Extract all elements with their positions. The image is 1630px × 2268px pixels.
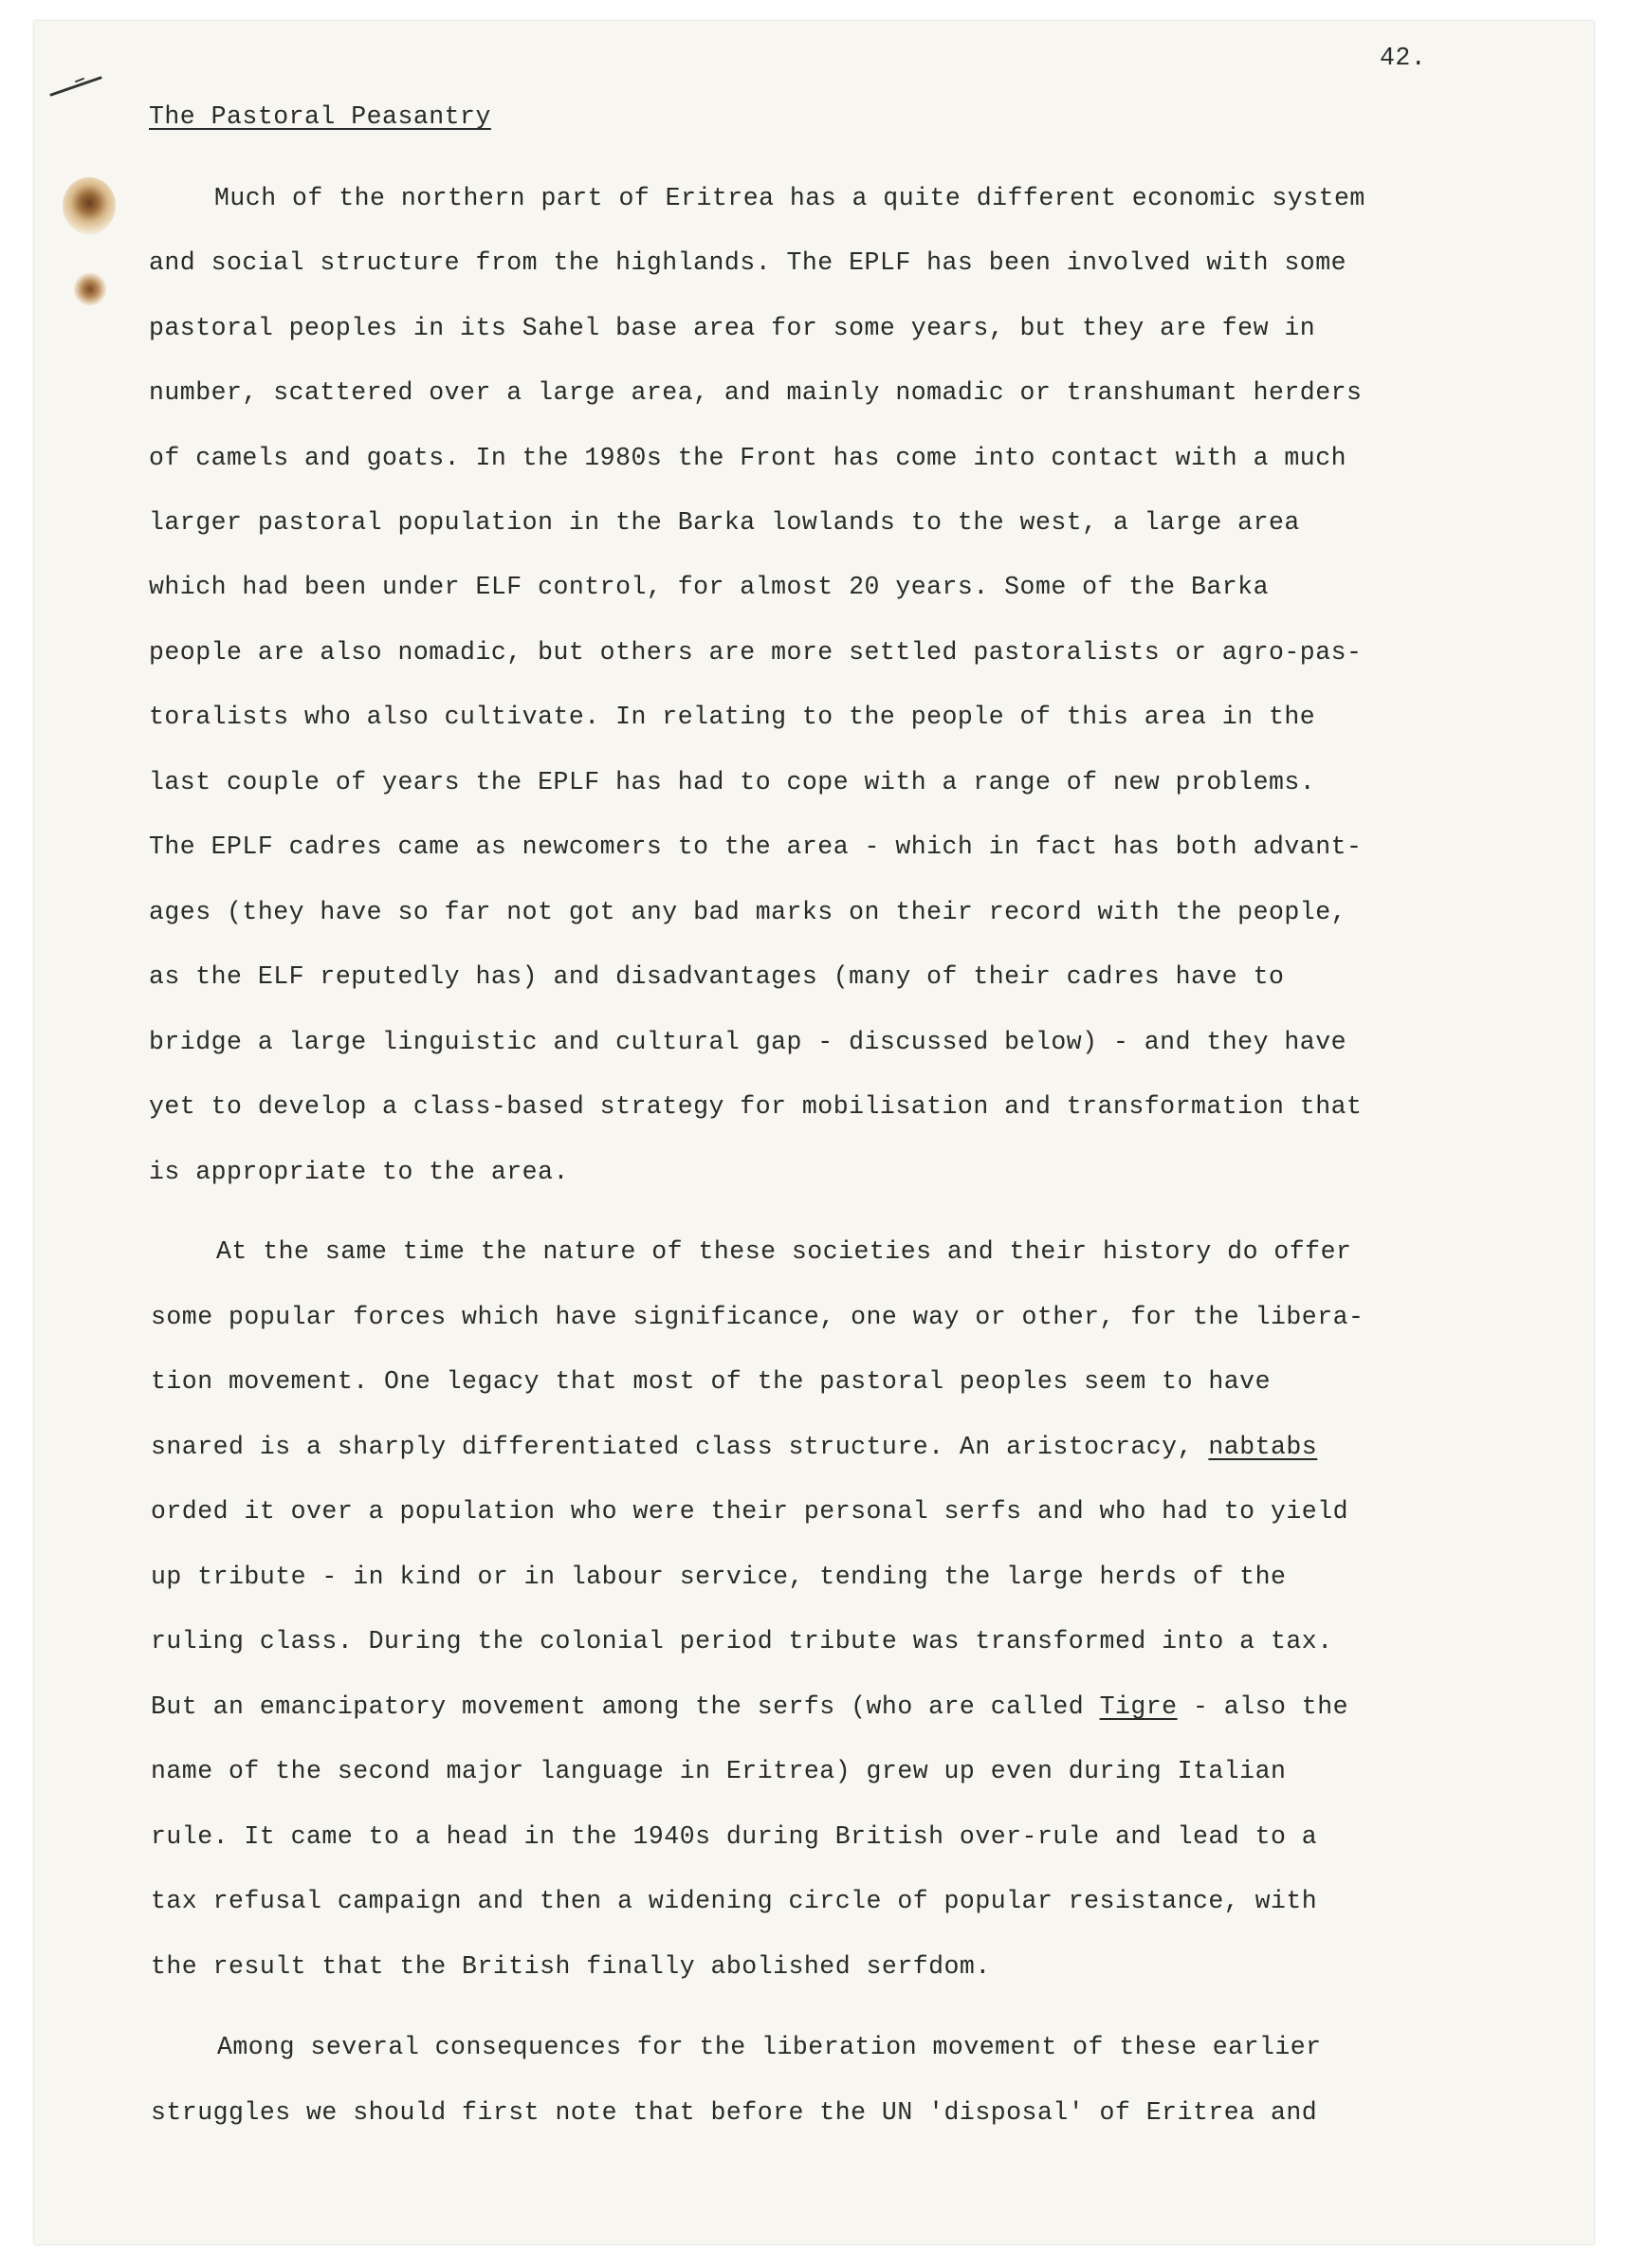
text-line: yet to develop a class-based strategy for mobilisation and transformation that [149, 1092, 1363, 1121]
text-line: last couple of years the EPLF has had to cope with a range of new problems. [149, 768, 1316, 796]
section-title: The Pastoral Peasantry [149, 102, 491, 131]
text-segment: snared is a sharply differentiated class structure. An aristocracy, [151, 1433, 1209, 1461]
text-line: as the ELF reputedly has) and disadvantages (many of their cadres have to [149, 962, 1285, 991]
text-line: ruling class. During the colonial period tribute was transformed into a tax. [151, 1627, 1333, 1655]
text-line: orded it over a population who were their personal serfs and who had to yield [151, 1497, 1348, 1526]
text-segment: But an emancipatory movement among the serfs (who are called [151, 1692, 1100, 1721]
text-line: is appropriate to the area. [149, 1158, 569, 1186]
text-segment: - also the [1177, 1692, 1349, 1721]
text-line: larger pastoral population in the Barka lowlands to the west, a large area [149, 508, 1300, 537]
text-line: Among several consequences for the liberation movement of these earlier [217, 2033, 1322, 2061]
text-line: which had been under ELF control, for almost 20 years. Some of the Barka [149, 573, 1269, 601]
text-line: tax refusal campaign and then a widening circle of popular resistance, with [151, 1887, 1318, 1915]
text-line: Much of the northern part of Eritrea has a quite different economic system [214, 184, 1365, 212]
text-line: At the same time the nature of these societies and their history do offer [216, 1237, 1352, 1266]
page-number: 42. [1380, 44, 1427, 72]
text-line: people are also nomadic, but others are more settled pastoralists or agro-pas- [149, 638, 1363, 667]
text-line: tion movement. One legacy that most of the pastoral peoples seem to have [151, 1367, 1271, 1396]
underlined-term: nabtabs [1208, 1433, 1318, 1461]
text-line: rule. It came to a head in the 1940s during British over-rule and lead to a [151, 1822, 1318, 1851]
text-line: some popular forces which have significance, one way or other, for the libera- [151, 1303, 1364, 1331]
text-line: of camels and goats. In the 1980s the Front has come into contact with a much [149, 444, 1346, 472]
stain-mark [74, 273, 106, 305]
text-line: ages (they have so far not got any bad marks on their record with the people, [149, 898, 1346, 926]
text-line: number, scattered over a large area, and mainly nomadic or transhumant herders [149, 378, 1363, 407]
stain-mark [63, 177, 116, 234]
text-line: pastoral peoples in its Sahel base area for some years, but they are few in [149, 314, 1316, 342]
underlined-term: Tigre [1099, 1692, 1178, 1721]
text-line [151, 1692, 1348, 1721]
text-line [151, 1433, 1317, 1461]
text-line: struggles we should first note that before the UN 'disposal' of Eritrea and [151, 2098, 1318, 2127]
text-line: toralists who also cultivate. In relating to the people of this area in the [149, 703, 1316, 731]
text-line: up tribute - in kind or in labour service, tending the large herds of the [151, 1563, 1287, 1591]
text-line: The EPLF cadres came as newcomers to the area - which in fact has both advant- [149, 832, 1363, 861]
pencil-mark-icon [47, 70, 106, 102]
text-line: the result that the British finally abolished serfdom. [151, 1952, 991, 1981]
text-line: and social structure from the highlands. The EPLF has been involved with some [149, 248, 1346, 277]
text-line: name of the second major language in Eritrea) grew up even during Italian [151, 1757, 1287, 1785]
document-page [34, 21, 1594, 2244]
text-line: bridge a large linguistic and cultural gap - discussed below) - and they have [149, 1028, 1346, 1056]
